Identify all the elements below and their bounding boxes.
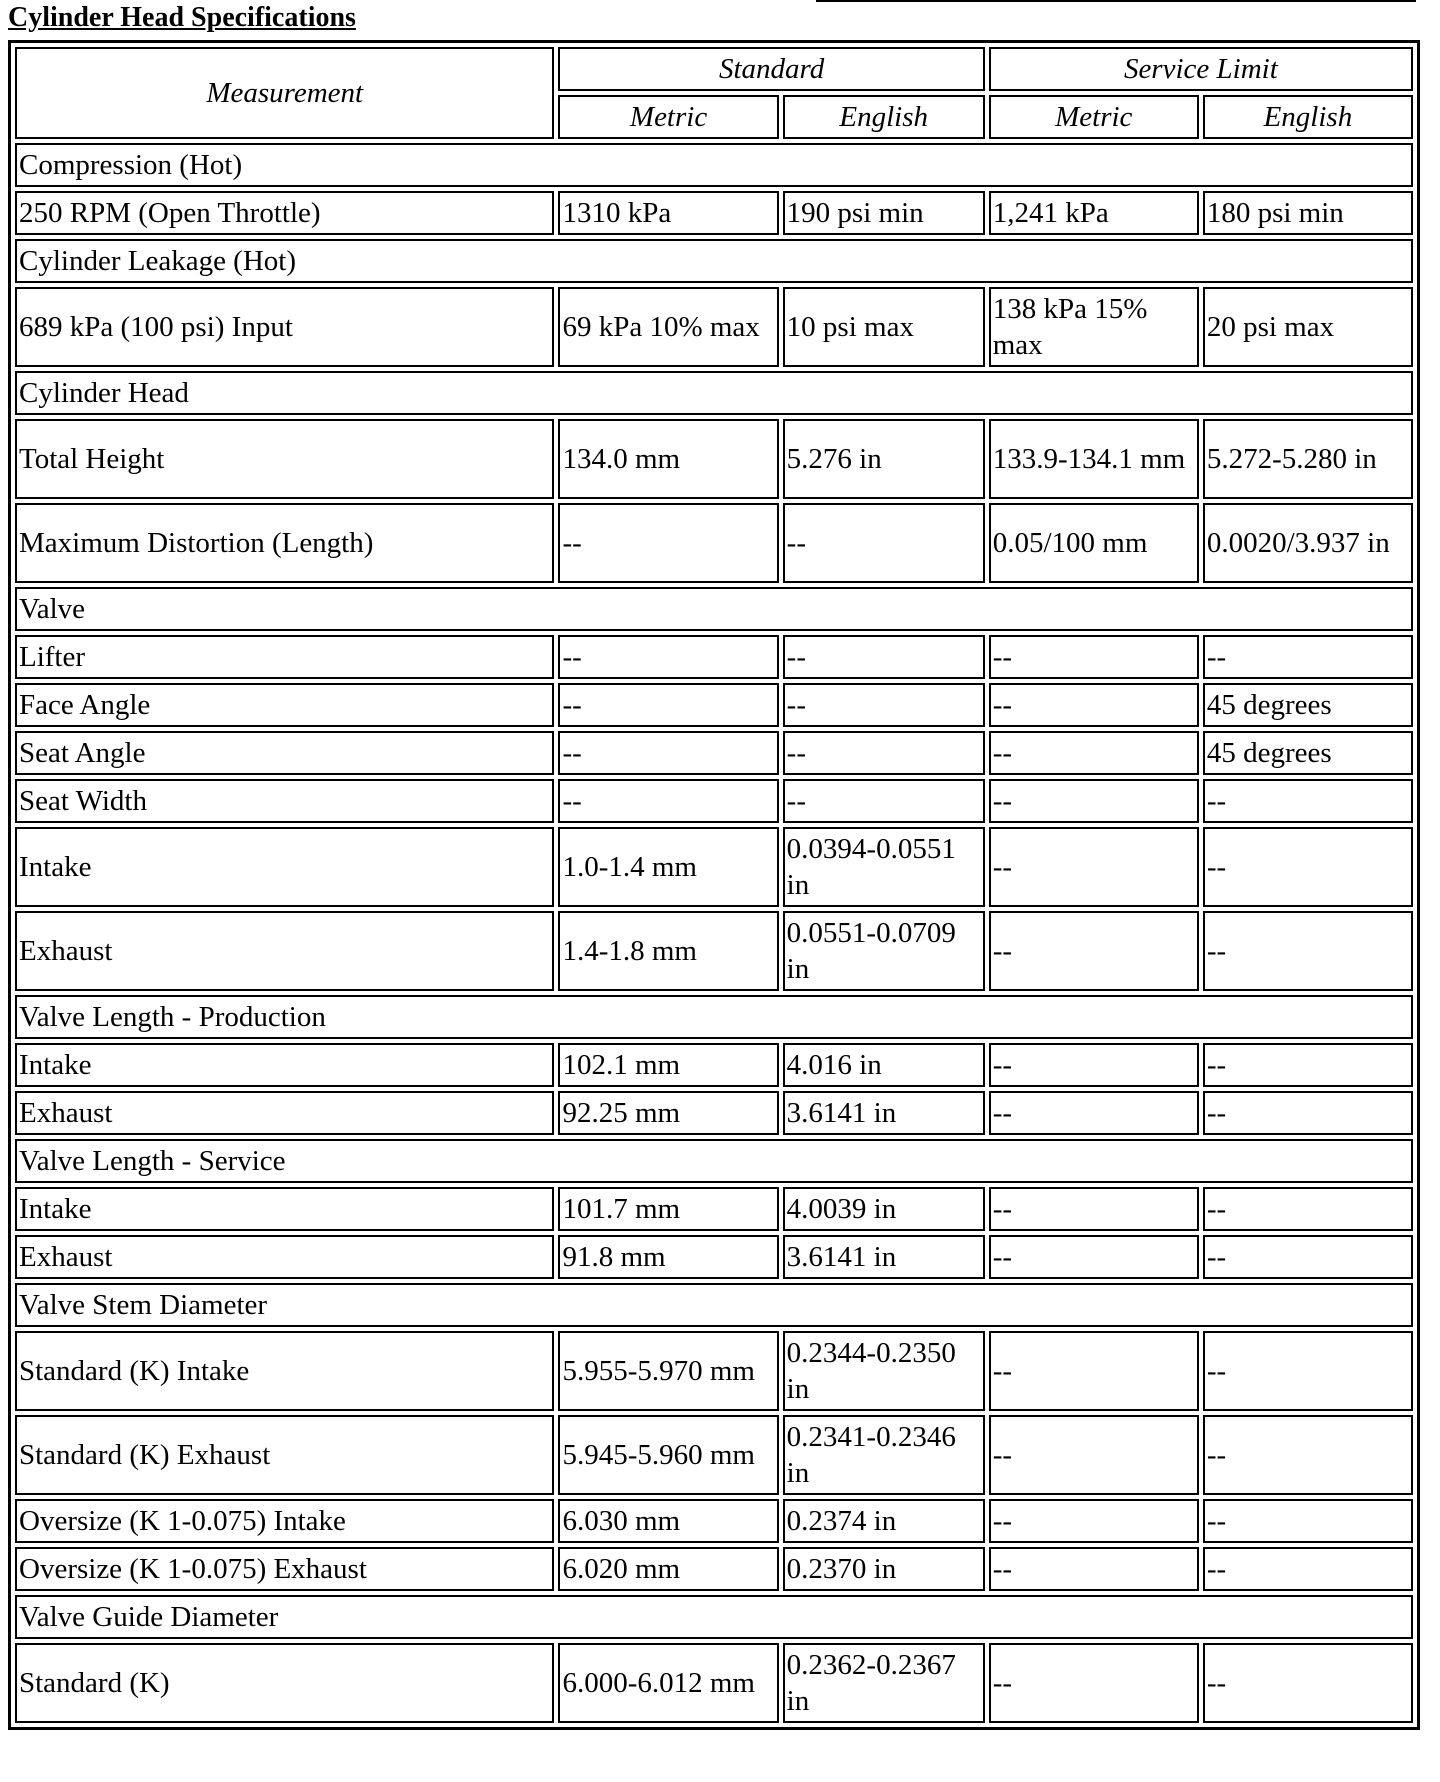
standard-metric-cell: 92.25 mm [558,1091,778,1135]
table-row [15,287,1413,367]
table-row [15,1043,1413,1087]
standard-english-cell: 190 psi min [783,191,985,235]
standard-english-cell: 3.6141 in [783,1091,985,1135]
measurement-label: Standard (K) Exhaust [15,1415,554,1495]
standard-metric-cell: 5.955-5.970 mm [558,1331,778,1411]
standard-english-cell: -- [783,683,985,727]
standard-metric-cell: 1.4-1.8 mm [558,911,778,991]
section-row [15,1139,1413,1183]
header-standard-metric: Metric [558,95,778,139]
measurement-label: Intake [15,1043,554,1087]
standard-metric-cell: -- [558,731,778,775]
limit-english-cell: -- [1203,1415,1413,1495]
limit-english-cell: 5.272-5.280 in [1203,419,1413,499]
standard-metric-cell: 69 kPa 10% max [558,287,778,367]
measurement-label: Standard (K) [15,1643,554,1723]
standard-metric-cell: 1.0-1.4 mm [558,827,778,907]
limit-english-cell: -- [1203,911,1413,991]
measurement-label: 250 RPM (Open Throttle) [15,191,554,235]
table-row [15,1499,1413,1543]
standard-english-cell: -- [783,779,985,823]
measurement-label: Oversize (K 1-0.075) Intake [15,1499,554,1543]
standard-english-cell: 0.2362-0.2367 in [783,1643,985,1723]
standard-metric-cell: 6.030 mm [558,1499,778,1543]
section-row [15,239,1413,283]
table-row [15,731,1413,775]
standard-metric-cell: 6.020 mm [558,1547,778,1591]
limit-english-cell: -- [1203,1091,1413,1135]
section-row [15,371,1413,415]
section-row [15,1283,1413,1327]
measurement-label: Exhaust [15,1091,554,1135]
measurement-label: Total Height [15,419,554,499]
header-limit-metric: Metric [989,95,1199,139]
measurement-label: Seat Angle [15,731,554,775]
limit-english-cell: -- [1203,1499,1413,1543]
table-row [15,827,1413,907]
table-row [15,1547,1413,1591]
limit-metric-cell: -- [989,1043,1199,1087]
limit-metric-cell: -- [989,731,1199,775]
standard-english-cell: -- [783,635,985,679]
section-row [15,995,1413,1039]
limit-english-cell: 180 psi min [1203,191,1413,235]
measurement-label: Standard (K) Intake [15,1331,554,1411]
limit-metric-cell: -- [989,1547,1199,1591]
standard-metric-cell: -- [558,635,778,679]
limit-metric-cell: 1,241 kPa [989,191,1199,235]
limit-metric-cell: -- [989,635,1199,679]
limit-metric-cell: -- [989,1643,1199,1723]
limit-english-cell: -- [1203,1643,1413,1723]
limit-metric-cell: 0.05/100 mm [989,503,1199,583]
limit-metric-cell: -- [989,827,1199,907]
standard-metric-cell: 5.945-5.960 mm [558,1415,778,1495]
limit-english-cell: -- [1203,1235,1413,1279]
limit-metric-cell: -- [989,911,1199,991]
measurement-label: Maximum Distortion (Length) [15,503,554,583]
standard-metric-cell: 134.0 mm [558,419,778,499]
standard-english-cell: 4.016 in [783,1043,985,1087]
table-row [15,191,1413,235]
limit-metric-cell: -- [989,683,1199,727]
standard-english-cell: 5.276 in [783,419,985,499]
standard-metric-cell: -- [558,779,778,823]
limit-english-cell: 0.0020/3.937 in [1203,503,1413,583]
limit-english-cell: -- [1203,1331,1413,1411]
limit-metric-cell: -- [989,1235,1199,1279]
standard-english-cell: 3.6141 in [783,1235,985,1279]
limit-metric-cell: -- [989,1499,1199,1543]
standard-metric-cell: -- [558,683,778,727]
spec-table-body [15,143,1413,1723]
table-row [15,503,1413,583]
standard-metric-cell: 101.7 mm [558,1187,778,1231]
table-row [15,1331,1413,1411]
standard-english-cell: 0.2374 in [783,1499,985,1543]
limit-metric-cell: -- [989,1187,1199,1231]
limit-metric-cell: -- [989,1415,1199,1495]
standard-metric-cell: 6.000-6.012 mm [558,1643,778,1723]
measurement-label: Intake [15,827,554,907]
header-measurement: Measurement [15,47,554,139]
measurement-label: Exhaust [15,1235,554,1279]
section-label: Compression (Hot) [15,143,1413,187]
table-row [15,779,1413,823]
measurement-label: Seat Width [15,779,554,823]
table-row [15,1187,1413,1231]
measurement-label: Exhaust [15,911,554,991]
measurement-label: Lifter [15,635,554,679]
section-label: Valve Length - Service [15,1139,1413,1183]
limit-metric-cell: 138 kPa 15% max [989,287,1199,367]
standard-english-cell: 10 psi max [783,287,985,367]
table-row [15,1643,1413,1723]
page-title: Cylinder Head Specifications [8,2,356,33]
section-label: Valve Guide Diameter [15,1595,1413,1639]
table-row [15,1235,1413,1279]
limit-metric-cell: -- [989,1331,1199,1411]
header-standard-english: English [783,95,985,139]
limit-english-cell: 45 degrees [1203,731,1413,775]
measurement-label: 689 kPa (100 psi) Input [15,287,554,367]
standard-english-cell: 0.2370 in [783,1547,985,1591]
table-row [15,1415,1413,1495]
section-label: Cylinder Head [15,371,1413,415]
standard-english-cell: 4.0039 in [783,1187,985,1231]
spec-table [8,40,1420,1730]
standard-english-cell: 0.2344-0.2350 in [783,1331,985,1411]
limit-english-cell: -- [1203,779,1413,823]
section-label: Valve Stem Diameter [15,1283,1413,1327]
limit-english-cell: 45 degrees [1203,683,1413,727]
limit-english-cell: -- [1203,1187,1413,1231]
limit-metric-cell: -- [989,779,1199,823]
measurement-label: Face Angle [15,683,554,727]
section-label: Valve Length - Production [15,995,1413,1039]
limit-english-cell: -- [1203,827,1413,907]
standard-english-cell: -- [783,503,985,583]
header-standard: Standard [558,47,984,91]
table-row [15,911,1413,991]
limit-english-cell: -- [1203,1547,1413,1591]
standard-english-cell: -- [783,731,985,775]
standard-metric-cell: 102.1 mm [558,1043,778,1087]
standard-metric-cell: -- [558,503,778,583]
standard-english-cell: 0.0394-0.0551 in [783,827,985,907]
limit-metric-cell: -- [989,1091,1199,1135]
measurement-label: Oversize (K 1-0.075) Exhaust [15,1547,554,1591]
standard-english-cell: 0.0551-0.0709 in [783,911,985,991]
standard-metric-cell: 91.8 mm [558,1235,778,1279]
standard-metric-cell: 1310 kPa [558,191,778,235]
standard-english-cell: 0.2341-0.2346 in [783,1415,985,1495]
table-row [15,419,1413,499]
section-label: Cylinder Leakage (Hot) [15,239,1413,283]
table-row [15,635,1413,679]
header-limit-english: English [1203,95,1413,139]
table-row [15,683,1413,727]
section-row [15,143,1413,187]
limit-metric-cell: 133.9-134.1 mm [989,419,1199,499]
header-service-limit: Service Limit [989,47,1413,91]
section-label: Valve [15,587,1413,631]
measurement-label: Intake [15,1187,554,1231]
top-rule [816,0,1416,2]
section-row [15,587,1413,631]
limit-english-cell: -- [1203,635,1413,679]
limit-english-cell: -- [1203,1043,1413,1087]
table-row [15,1091,1413,1135]
section-row [15,1595,1413,1639]
limit-english-cell: 20 psi max [1203,287,1413,367]
